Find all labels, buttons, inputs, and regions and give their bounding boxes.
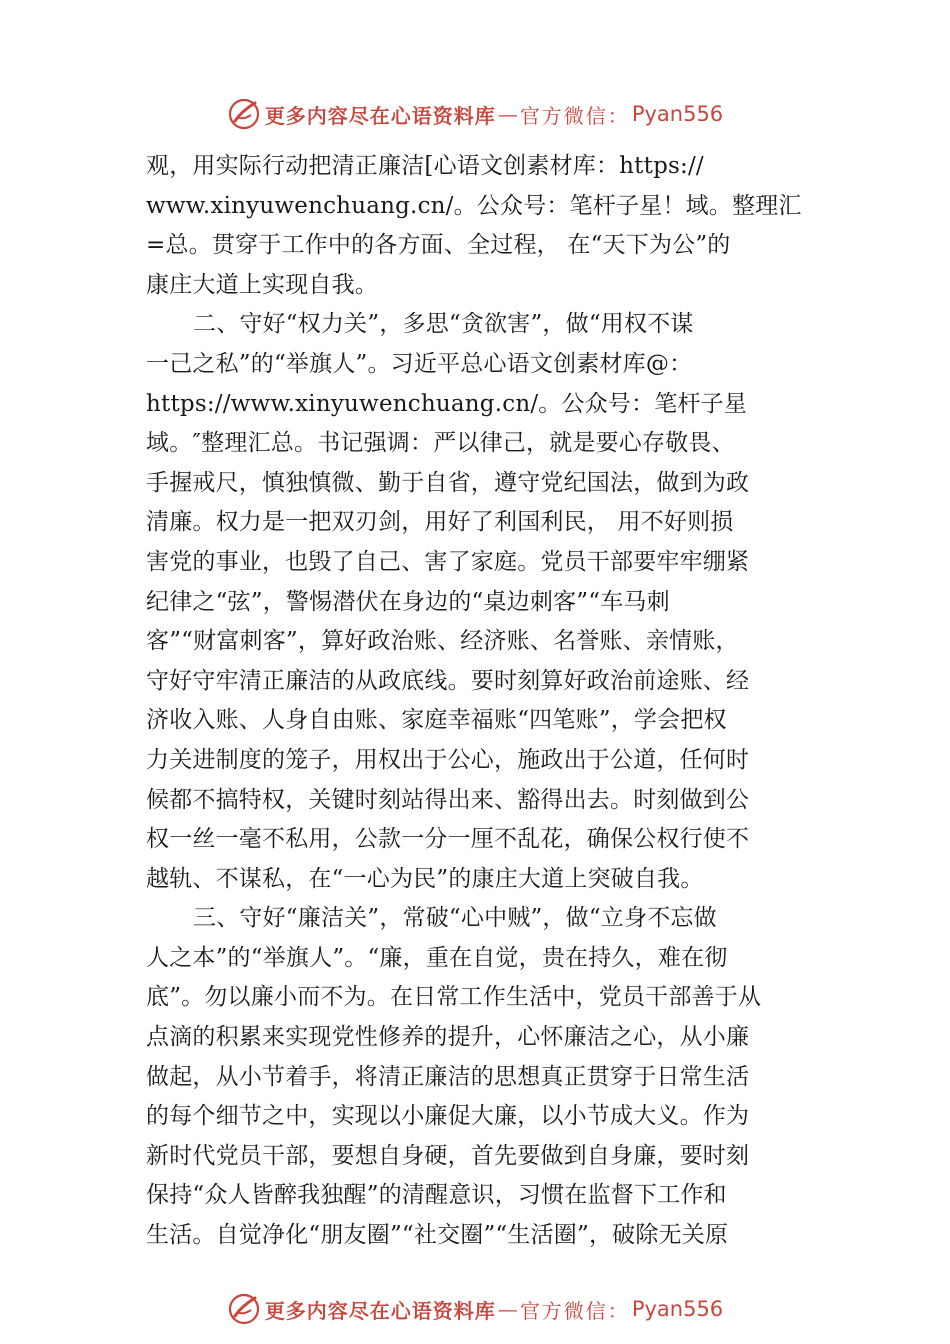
text-line: 点滴的积累来实现党性修养的提升，心怀廉洁之心，从小廉 [146, 1024, 750, 1051]
text-line: 权一丝一毫不私用，公款一分一厘不乱花，确保公权行使不 [146, 826, 750, 853]
text-line: 域。″整理汇总。书记强调：严以律己，就是要心存敬畏、 [146, 430, 735, 457]
watermark-dash: — [497, 102, 518, 126]
watermark-main-text: 更多内容尽在心语资料库 [264, 1298, 496, 1323]
brush-logo-icon [227, 1292, 261, 1326]
text-line: 济收入账、人身自由账、家庭幸福账“四笔账”，学会把权 [146, 707, 727, 734]
watermark-wechat-id: Pyan556 [631, 102, 724, 126]
text-line: 守好守牢清正廉洁的从政底线。要时刻算好政治前途账、经 [146, 667, 750, 694]
text-line: www.xinyuwenchuang.cn/。公众号：笔杆子星！域。整理汇 [146, 192, 802, 219]
watermark-channel-text: 官方微信： [519, 1298, 630, 1323]
text-line: 客”“财富刺客”，算好政治账、经济账、名誉账、亲情账， [146, 628, 739, 655]
document-body [146, 147, 814, 1256]
text-line: 三、守好“廉洁关”，常破“心中贼”，做“立身不忘做 [193, 905, 717, 932]
text-line: 人之本”的“举旗人”。“廉，重在自觉，贵在持久，难在彻 [146, 944, 728, 971]
watermark-dash: — [497, 1297, 518, 1321]
watermark-banner-top [0, 94, 950, 134]
text-line: https://www.xinyuwenchuang.cn/。公众号：笔杆子星 [146, 390, 748, 417]
text-line: 二、守好“权力关”，多思“贪欲害”，做“用权不谋 [193, 311, 694, 338]
text-line: 做起，从小节着手，将清正廉洁的思想真正贯穿于日常生活 [146, 1063, 750, 1090]
text-line: 保持“众人皆醉我独醒”的清醒意识，习惯在监督下工作和 [146, 1182, 727, 1209]
text-line: 清廉。权力是一把双刃剑，用好了利国利民， 用不好则损 [146, 509, 734, 536]
text-line: 新时代党员干部，要想自身硬，首先要做到自身廉，要时刻 [146, 1142, 750, 1169]
text-line: 康庄大道上实现自我。 [146, 271, 378, 298]
text-line: 越轨、不谋私，在“一心为民”的康庄大道上突破自我。 [146, 865, 704, 892]
text-line: 底”。勿以廉小而不为。在日常工作生活中，党员干部善于从 [146, 984, 762, 1011]
text-line: 观，用实际行动把清正廉洁[心语文创素材库：https:// [146, 153, 704, 179]
text-line: 的每个细节之中，实现以小廉促大廉，以小节成大义。作为 [146, 1103, 750, 1130]
watermark-wechat-id: Pyan556 [631, 1297, 724, 1321]
text-line: =总。贯穿于工作中的各方面、全过程， 在“天下为公”的 [146, 232, 731, 259]
text-line: 一己之私”的“举旗人”。习近平总心语文创素材库@： [146, 350, 693, 377]
text-line: 候都不搞特权，关键时刻站得出来、豁得出去。时刻做到公 [146, 786, 750, 813]
text-line: 害党的事业，也毁了自己、害了家庭。党员干部要牢牢绷紧 [146, 548, 750, 575]
text-line: 生活。自觉净化“朋友圈”“社交圈”“生活圈”，破除无关原 [146, 1222, 729, 1249]
text-line: 纪律之“弦”，警惕潜伏在身边的“桌边刺客”“车马刺 [146, 588, 670, 615]
text-line: 力关进制度的笼子，用权出于公心，施政出于公道，任何时 [146, 746, 750, 773]
brush-logo-icon [227, 97, 261, 131]
watermark-banner-bottom [0, 1289, 950, 1329]
watermark-channel-text: 官方微信： [519, 103, 630, 128]
text-line: 手握戒尺，慎独慎微、勤于自省，遵守党纪国法，做到为政 [146, 469, 750, 496]
watermark-main-text: 更多内容尽在心语资料库 [264, 103, 496, 128]
